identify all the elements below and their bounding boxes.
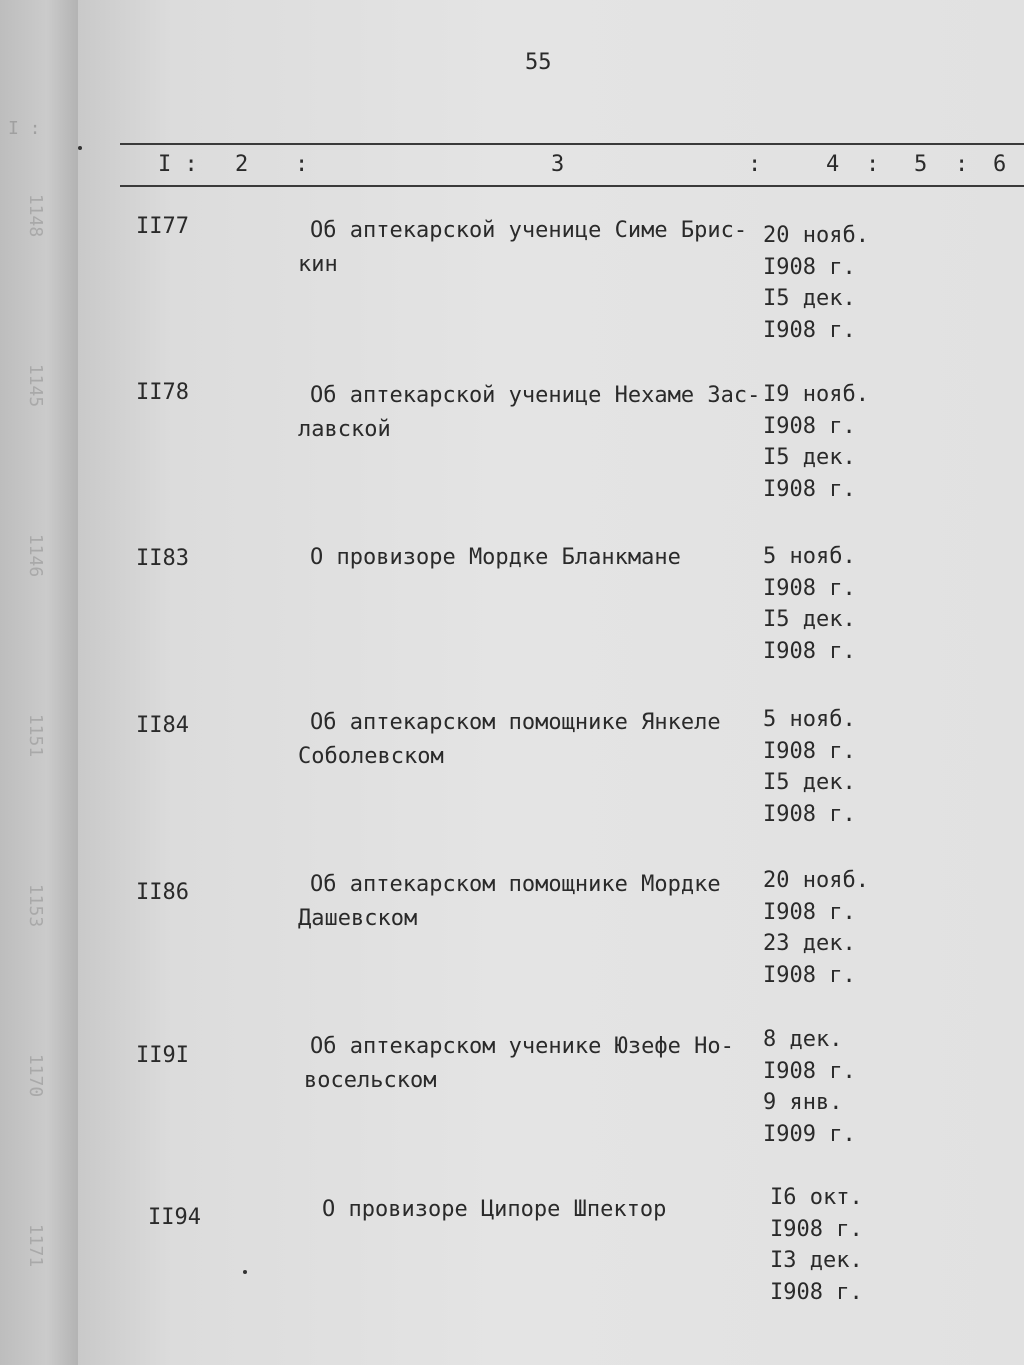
record-dates <box>763 541 856 667</box>
left-page-edge <box>0 0 78 1365</box>
end-year: I908 г. <box>763 962 856 988</box>
end-year: I909 г. <box>763 1121 856 1147</box>
left-page-number: 1171 <box>25 1223 47 1268</box>
column-separator: : <box>955 152 969 177</box>
record-description <box>298 706 768 774</box>
start-date: 5 нояб. <box>763 707 856 732</box>
record-number: II78 <box>136 380 189 405</box>
record-dates <box>763 1024 856 1150</box>
ink-speck <box>78 146 82 150</box>
table-header-bottom-rule <box>120 185 1024 187</box>
page-number: 55 <box>525 50 552 75</box>
record-number: II9I <box>136 1043 189 1068</box>
table-header-top-rule <box>120 143 1024 145</box>
column-header-2: 2 <box>235 152 249 177</box>
record-number: II86 <box>136 880 189 905</box>
record-number: II83 <box>136 546 189 571</box>
column-separator: : <box>866 152 880 177</box>
start-year: I908 г. <box>763 899 856 925</box>
description-line: Об аптекарском помощнике Янкеле <box>310 710 721 735</box>
record-dates <box>763 865 869 991</box>
record-description <box>298 541 768 575</box>
record-description <box>298 214 768 282</box>
end-date: 23 дек. <box>763 931 856 956</box>
description-line: кин <box>298 252 338 277</box>
description-line: лавской <box>298 417 391 442</box>
start-year: I908 г. <box>763 413 856 439</box>
start-year: I908 г. <box>770 1216 863 1242</box>
description-line: Об аптекарском помощнике Мордке <box>310 872 721 897</box>
column-header-4: 4 <box>826 152 840 177</box>
start-year: I908 г. <box>763 1058 856 1084</box>
record-description <box>298 379 768 447</box>
end-date: I5 дек. <box>763 445 856 470</box>
description-line: восельском <box>304 1068 437 1093</box>
column-separator: : <box>748 152 762 177</box>
start-date: I6 окт. <box>770 1185 863 1210</box>
document-page <box>78 0 1024 1365</box>
end-year: I908 г. <box>763 476 856 502</box>
start-date: 20 нояб. <box>763 223 869 248</box>
left-page-number: 1170 <box>25 1053 47 1098</box>
description-line: Об аптекарской ученице Нехаме Зас- <box>310 383 761 408</box>
record-dates <box>763 379 869 505</box>
end-date: I5 дек. <box>763 607 856 632</box>
description-line: О провизоре Ципоре Шпектор <box>322 1197 667 1222</box>
end-year: I908 г. <box>770 1279 863 1305</box>
description-line: О провизоре Мордке Бланкмане <box>310 545 681 570</box>
start-year: I908 г. <box>763 738 856 764</box>
record-dates <box>763 220 869 346</box>
start-date: 8 дек. <box>763 1027 843 1052</box>
left-page-number: 1148 <box>25 193 47 238</box>
column-header-3: 3 <box>551 152 565 177</box>
record-number: II84 <box>136 713 189 738</box>
left-page-column-label: I : <box>8 118 41 139</box>
column-header-6: 6 <box>993 152 1007 177</box>
end-year: I908 г. <box>763 317 856 343</box>
start-year: I908 г. <box>763 575 856 601</box>
record-description <box>310 1193 780 1227</box>
left-page-number: 1153 <box>25 883 47 928</box>
left-page-number: 1151 <box>25 713 47 758</box>
description-line: Дашевском <box>298 906 418 931</box>
left-page-number: 1146 <box>25 533 47 578</box>
ink-speck <box>243 1270 247 1274</box>
description-line: Об аптекарской ученице Симе Брис- <box>310 218 748 243</box>
end-year: I908 г. <box>763 638 856 664</box>
start-year: I908 г. <box>763 254 856 280</box>
end-date: I3 дек. <box>770 1248 863 1273</box>
start-date: 5 нояб. <box>763 544 856 569</box>
end-year: I908 г. <box>763 801 856 827</box>
description-line: Об аптекарском ученике Юзефе Но- <box>310 1034 734 1059</box>
column-header-5: 5 <box>914 152 928 177</box>
left-page-number: 1145 <box>25 363 47 408</box>
end-date: 9 янв. <box>763 1090 843 1115</box>
end-date: I5 дек. <box>763 286 856 311</box>
record-description <box>298 1030 768 1098</box>
record-dates <box>770 1182 863 1308</box>
record-dates <box>763 704 856 830</box>
start-date: I9 нояб. <box>763 382 869 407</box>
record-number: II77 <box>136 214 189 239</box>
column-header-1: I : <box>158 152 198 177</box>
column-separator: : <box>295 152 309 177</box>
start-date: 20 нояб. <box>763 868 869 893</box>
record-description <box>298 868 768 936</box>
description-line: Соболевском <box>298 744 444 769</box>
record-number: II94 <box>148 1205 201 1230</box>
end-date: I5 дек. <box>763 770 856 795</box>
